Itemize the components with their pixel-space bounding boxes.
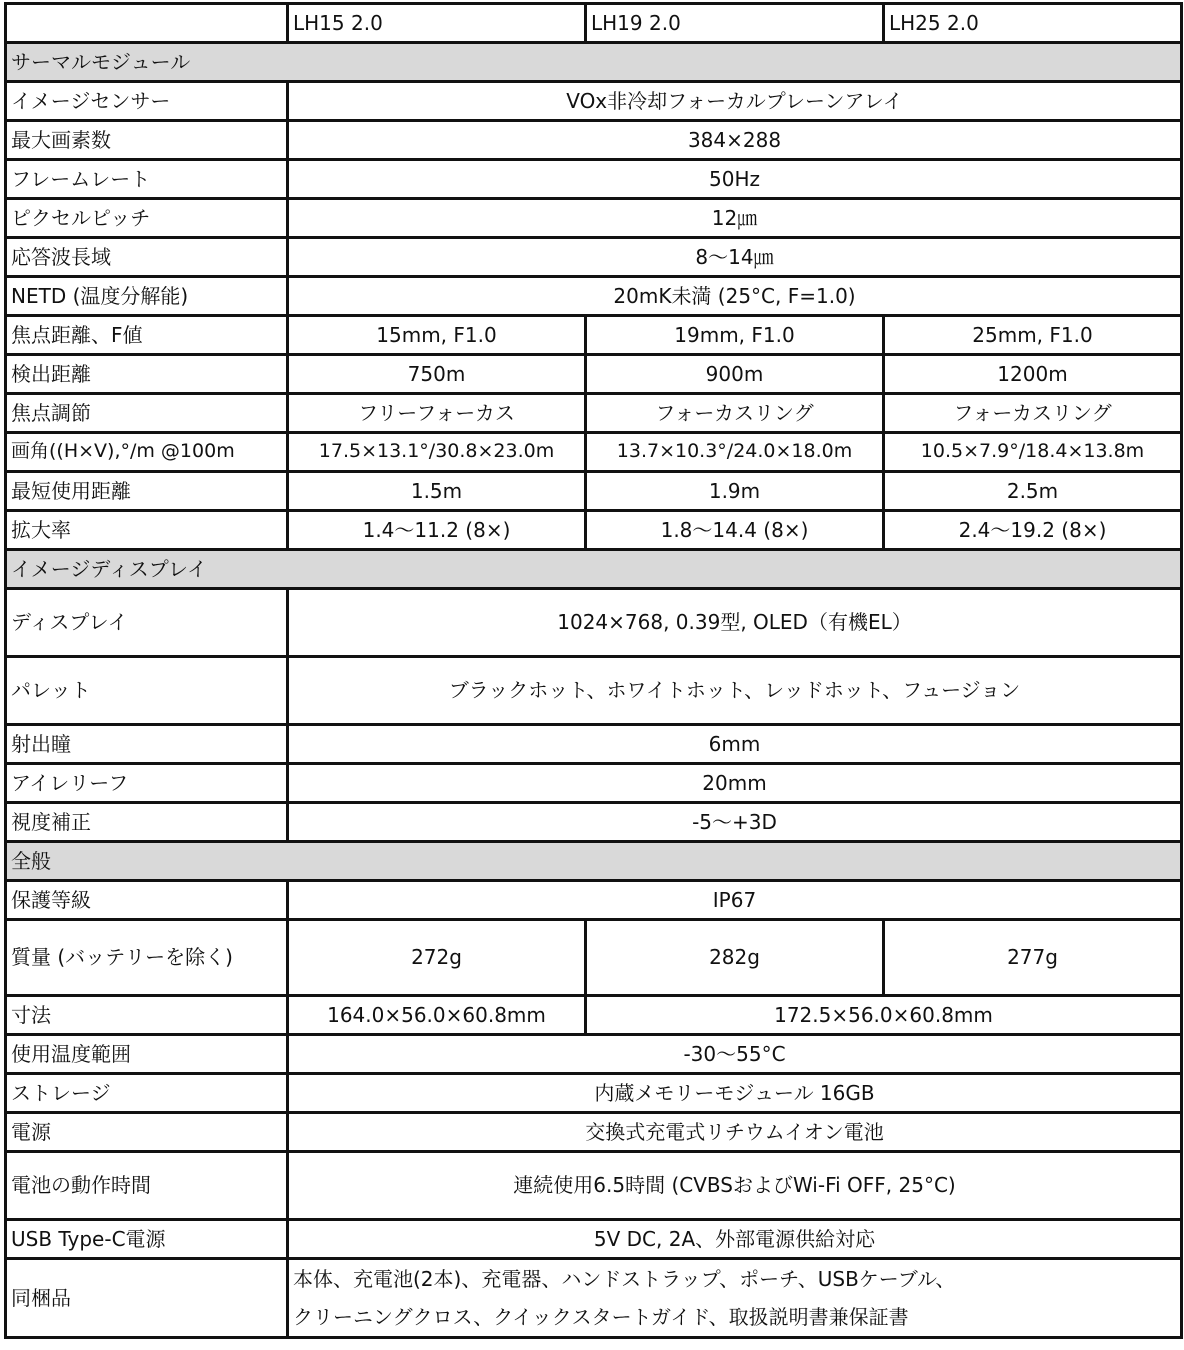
row-storage bbox=[6, 1074, 1182, 1113]
row-temp bbox=[6, 1035, 1182, 1074]
row-value-lh25: 2.5m bbox=[884, 472, 1182, 511]
row-label: イメージセンサー bbox=[6, 82, 288, 121]
row-value: 384×288 bbox=[288, 121, 1182, 160]
row-label: 焦点距離、F値 bbox=[6, 316, 288, 355]
row-label: 保護等級 bbox=[6, 881, 288, 920]
row-value-lh19: 282g bbox=[586, 920, 884, 996]
row-frame-rate bbox=[6, 160, 1182, 199]
row-label: 検出距離 bbox=[6, 355, 288, 394]
row-label: 拡大率 bbox=[6, 511, 288, 550]
row-value-lh19: フォーカスリング bbox=[586, 394, 884, 433]
spec-table bbox=[4, 2, 1183, 1339]
row-power bbox=[6, 1113, 1182, 1152]
row-value-lh25: 1200m bbox=[884, 355, 1182, 394]
row-value: 20mm bbox=[288, 764, 1182, 803]
row-wave-band bbox=[6, 238, 1182, 277]
row-value: 内蔵メモリーモジュール 16GB bbox=[288, 1074, 1182, 1113]
row-value-lh15: 1.5m bbox=[288, 472, 586, 511]
row-value-lh25: フォーカスリング bbox=[884, 394, 1182, 433]
row-value: 5V DC, 2A、外部電源供給対応 bbox=[288, 1220, 1182, 1259]
row-label: 焦点調節 bbox=[6, 394, 288, 433]
row-label: フレームレート bbox=[6, 160, 288, 199]
row-max-pixels bbox=[6, 121, 1182, 160]
model-lh15: LH15 2.0 bbox=[288, 4, 586, 43]
row-label: 使用温度範囲 bbox=[6, 1035, 288, 1074]
row-label: 電源 bbox=[6, 1113, 288, 1152]
row-value: 1024×768, 0.39型, OLED（有機EL） bbox=[288, 589, 1182, 657]
row-label: 最大画素数 bbox=[6, 121, 288, 160]
row-value: 50Hz bbox=[288, 160, 1182, 199]
row-value-lh15: 1.4〜11.2 (8×) bbox=[288, 511, 586, 550]
row-palette bbox=[6, 657, 1182, 725]
row-value: 6mm bbox=[288, 725, 1182, 764]
row-value-lh15: 272g bbox=[288, 920, 586, 996]
row-battery-time bbox=[6, 1152, 1182, 1220]
row-value-lh19: 1.9m bbox=[586, 472, 884, 511]
header-empty-cell bbox=[6, 4, 288, 43]
row-value-lh15: 17.5×13.1°/30.8×23.0m bbox=[288, 433, 586, 472]
row-detect bbox=[6, 355, 1182, 394]
row-diopter bbox=[6, 803, 1182, 842]
row-label: 質量 (バッテリーを除く) bbox=[6, 920, 288, 996]
row-value-lh15: 750m bbox=[288, 355, 586, 394]
row-value: VOx非冷却フォーカルプレーンアレイ bbox=[288, 82, 1182, 121]
row-value: IP67 bbox=[288, 881, 1182, 920]
row-fov bbox=[6, 433, 1182, 472]
row-label: ディスプレイ bbox=[6, 589, 288, 657]
row-weight bbox=[6, 920, 1182, 996]
section-general-title: 全般 bbox=[6, 842, 1182, 881]
package-line-2: クリーニングクロス、クイックスタートガイド、取扱説明書兼保証書 bbox=[293, 1305, 909, 1329]
section-display bbox=[6, 550, 1182, 589]
row-value-lh15: 15mm, F1.0 bbox=[288, 316, 586, 355]
section-display-title: イメージディスプレイ bbox=[6, 550, 1182, 589]
section-thermal bbox=[6, 43, 1182, 82]
row-value-lh19: 900m bbox=[586, 355, 884, 394]
row-focal bbox=[6, 316, 1182, 355]
row-value-lh19: 1.8〜14.4 (8×) bbox=[586, 511, 884, 550]
row-value-lh25: 277g bbox=[884, 920, 1182, 996]
row-value: 20mK未満 (25°C, F=1.0) bbox=[288, 277, 1182, 316]
row-label: 同梱品 bbox=[6, 1259, 288, 1338]
row-ip bbox=[6, 881, 1182, 920]
row-package bbox=[6, 1259, 1182, 1338]
row-label: パレット bbox=[6, 657, 288, 725]
row-label: アイレリーフ bbox=[6, 764, 288, 803]
row-label: NETD (温度分解能) bbox=[6, 277, 288, 316]
row-size bbox=[6, 996, 1182, 1035]
row-usb bbox=[6, 1220, 1182, 1259]
row-label: 最短使用距離 bbox=[6, 472, 288, 511]
row-value: ブラックホット、ホワイトホット、レッドホット、フュージョン bbox=[288, 657, 1182, 725]
row-label: 射出瞳 bbox=[6, 725, 288, 764]
row-value-lh15: フリーフォーカス bbox=[288, 394, 586, 433]
row-value: 連続使用6.5時間 (CVBSおよびWi-Fi OFF, 25°C) bbox=[288, 1152, 1182, 1220]
row-value-lh15: 164.0×56.0×60.8mm bbox=[288, 996, 586, 1035]
row-label: ピクセルピッチ bbox=[6, 199, 288, 238]
row-label: ストレージ bbox=[6, 1074, 288, 1113]
row-eye-relief bbox=[6, 764, 1182, 803]
row-value bbox=[288, 1259, 1182, 1338]
model-lh25: LH25 2.0 bbox=[884, 4, 1182, 43]
row-label: 応答波長域 bbox=[6, 238, 288, 277]
row-label: USB Type-C電源 bbox=[6, 1220, 288, 1259]
package-line-1: 本体、充電池(2本)、充電器、ハンドストラップ、ポーチ、USBケーブル、 bbox=[293, 1267, 956, 1291]
row-value-lh19: 19mm, F1.0 bbox=[586, 316, 884, 355]
row-value-lh25: 10.5×7.9°/18.4×13.8m bbox=[884, 433, 1182, 472]
model-lh19: LH19 2.0 bbox=[586, 4, 884, 43]
section-general bbox=[6, 842, 1182, 881]
section-thermal-title: サーマルモジュール bbox=[6, 43, 1182, 82]
row-value: 8〜14㎛ bbox=[288, 238, 1182, 277]
row-focus bbox=[6, 394, 1182, 433]
row-pixel-pitch bbox=[6, 199, 1182, 238]
row-value-lh19-lh25: 172.5×56.0×60.8mm bbox=[586, 996, 1182, 1035]
row-value: 交換式充電式リチウムイオン電池 bbox=[288, 1113, 1182, 1152]
row-value: -5〜+3D bbox=[288, 803, 1182, 842]
row-label: 寸法 bbox=[6, 996, 288, 1035]
row-value: -30〜55°C bbox=[288, 1035, 1182, 1074]
row-label: 電池の動作時間 bbox=[6, 1152, 288, 1220]
row-netd bbox=[6, 277, 1182, 316]
row-zoom bbox=[6, 511, 1182, 550]
row-image-sensor bbox=[6, 82, 1182, 121]
model-header-row bbox=[6, 4, 1182, 43]
row-display bbox=[6, 589, 1182, 657]
row-value-lh19: 13.7×10.3°/24.0×18.0m bbox=[586, 433, 884, 472]
row-value: 12㎛ bbox=[288, 199, 1182, 238]
row-label: 視度補正 bbox=[6, 803, 288, 842]
row-min-dist bbox=[6, 472, 1182, 511]
row-exit-pupil bbox=[6, 725, 1182, 764]
row-label: 画角((H×V),°/m @100m bbox=[6, 433, 288, 472]
row-value-lh25: 25mm, F1.0 bbox=[884, 316, 1182, 355]
row-value-lh25: 2.4〜19.2 (8×) bbox=[884, 511, 1182, 550]
